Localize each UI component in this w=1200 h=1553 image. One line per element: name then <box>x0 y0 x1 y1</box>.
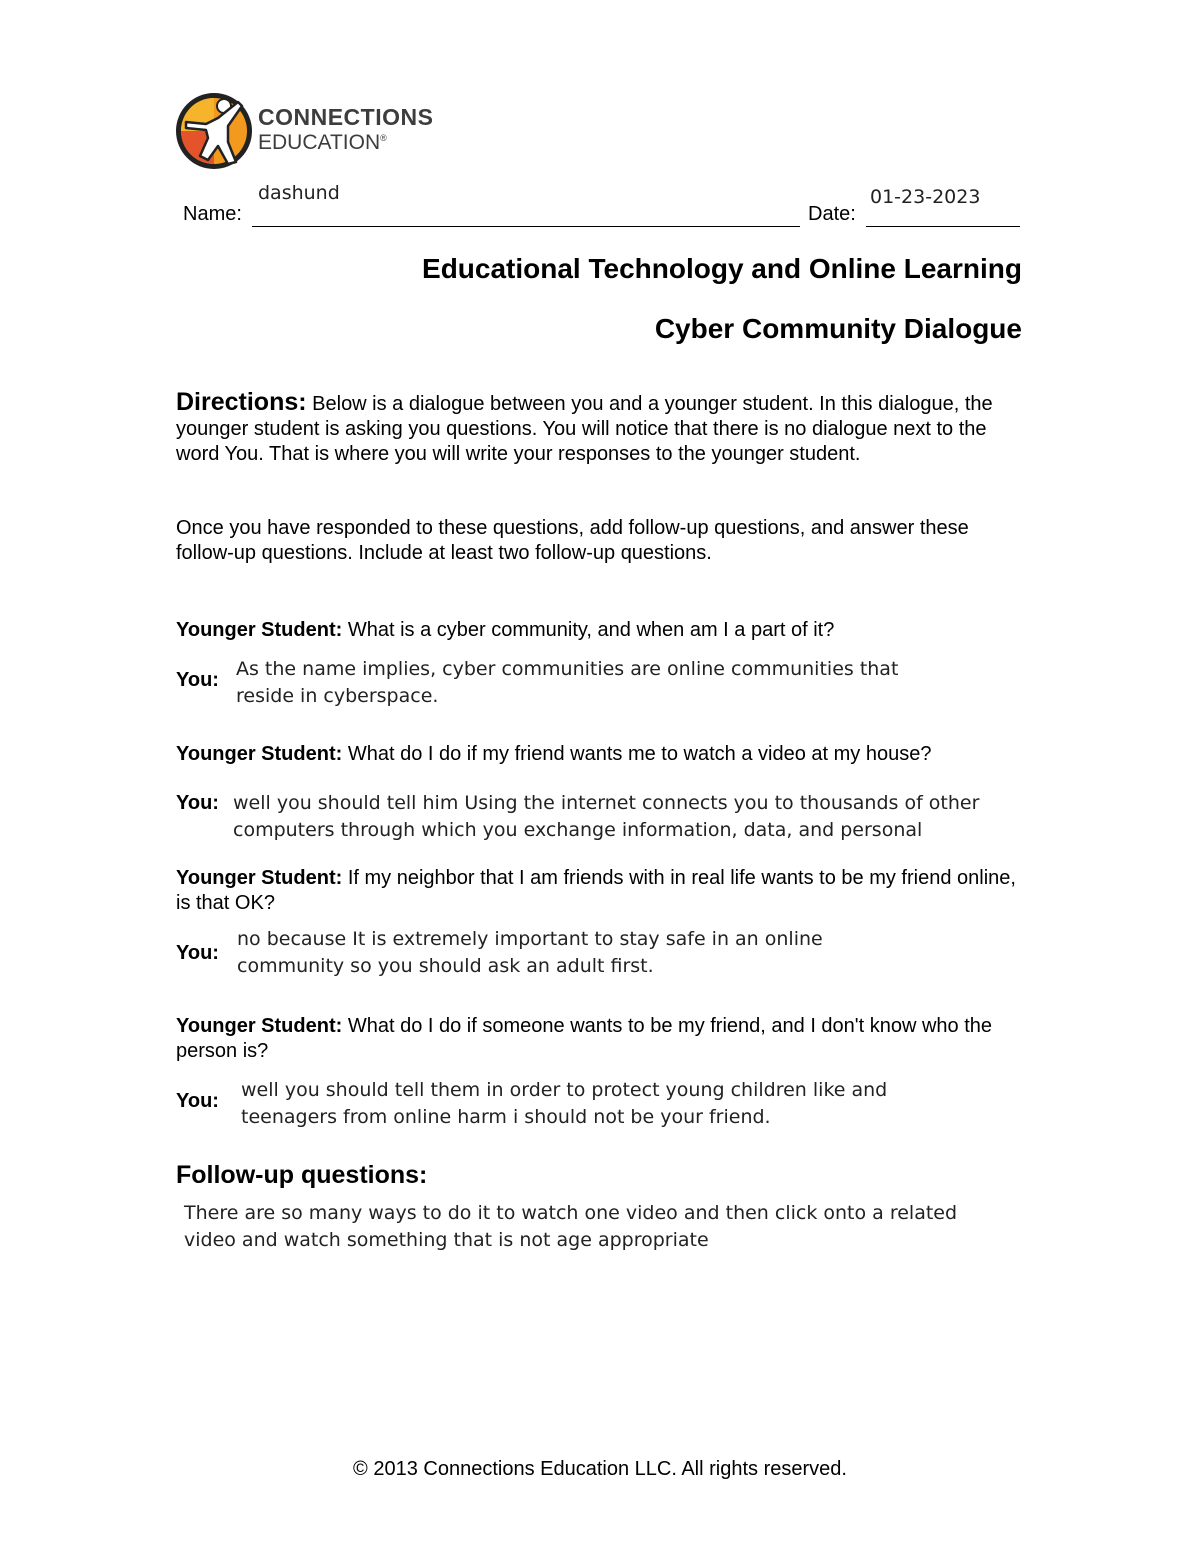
name-line <box>252 226 800 227</box>
speaker-label: Younger Student: <box>176 743 343 765</box>
logo-figure-icon <box>172 88 258 174</box>
question-text: What do I do if my friend wants me to watch a video at my house? <box>347 743 932 765</box>
name-label: Name: <box>183 203 242 225</box>
directions-text: Below is a dialogue between you and a younger student. In this dialogue, the younger student is asking you questions. You will notice that there is no dialogue next to the word You. That is where you will write your responses to the younger student. <box>176 393 993 465</box>
logo-wordmark-bottom: EDUCATION® <box>258 131 387 154</box>
logo-wordmark-top: CONNECTIONS <box>258 104 434 130</box>
dialogue-question-2 <box>176 742 1036 767</box>
dialogue-question-3 <box>176 866 1026 916</box>
you-label-3: You: <box>176 942 219 964</box>
copyright-footer: © 2013 Connections Education LLC. All rights reserved. <box>353 1458 847 1480</box>
answer-2: well you should tell him Using the internet connects you to thousands of other computers through which you exchange information, data, and personal <box>233 792 980 841</box>
followup-instruction: Once you have responded to these questions, add follow-up questions, and answer these follow-up questions. Include at least two follow-up questions. <box>176 517 969 564</box>
dialogue-question-1 <box>176 618 1036 643</box>
you-label-4: You: <box>176 1090 219 1112</box>
answer-1: As the name implies, cyber communities are online communities that reside in cyberspace. <box>236 658 899 707</box>
followup-heading: Follow-up questions: <box>176 1161 428 1189</box>
speaker-label: Younger Student: <box>176 1015 343 1037</box>
speaker-label: Younger Student: <box>176 867 343 889</box>
you-label-1: You: <box>176 669 219 691</box>
directions-heading: Directions: <box>176 388 307 416</box>
name-value: dashund <box>258 182 340 204</box>
course-title: Educational Technology and Online Learning <box>422 253 1022 284</box>
question-text: What do I do if someone wants to be my friend, and I don't know who the person is? <box>176 1015 993 1062</box>
question-text: If my neighbor that I am friends with in real life wants to be my friend online, is that OK? <box>176 867 1016 914</box>
dialogue-question-4 <box>176 1014 1036 1064</box>
you-label-2: You: <box>176 792 219 814</box>
answer-3: no because It is extremely important to stay safe in an online community so you should ask an adult first. <box>237 928 823 977</box>
date-line <box>866 226 1020 227</box>
answer-4: well you should tell them in order to protect young children like and teenagers from online harm i should not be your friend. <box>241 1079 888 1128</box>
date-value: 01-23-2023 <box>870 186 981 208</box>
speaker-label: Younger Student: <box>176 619 343 641</box>
directions-paragraph <box>176 390 1026 467</box>
question-text: What is a cyber community, and when am I a part of it? <box>347 619 835 641</box>
followup-answer: There are so many ways to do it to watch one video and then click onto a related video and watch something that is not age appropriate <box>184 1202 958 1251</box>
date-label: Date: <box>808 203 856 225</box>
assignment-title: Cyber Community Dialogue <box>654 313 1022 344</box>
